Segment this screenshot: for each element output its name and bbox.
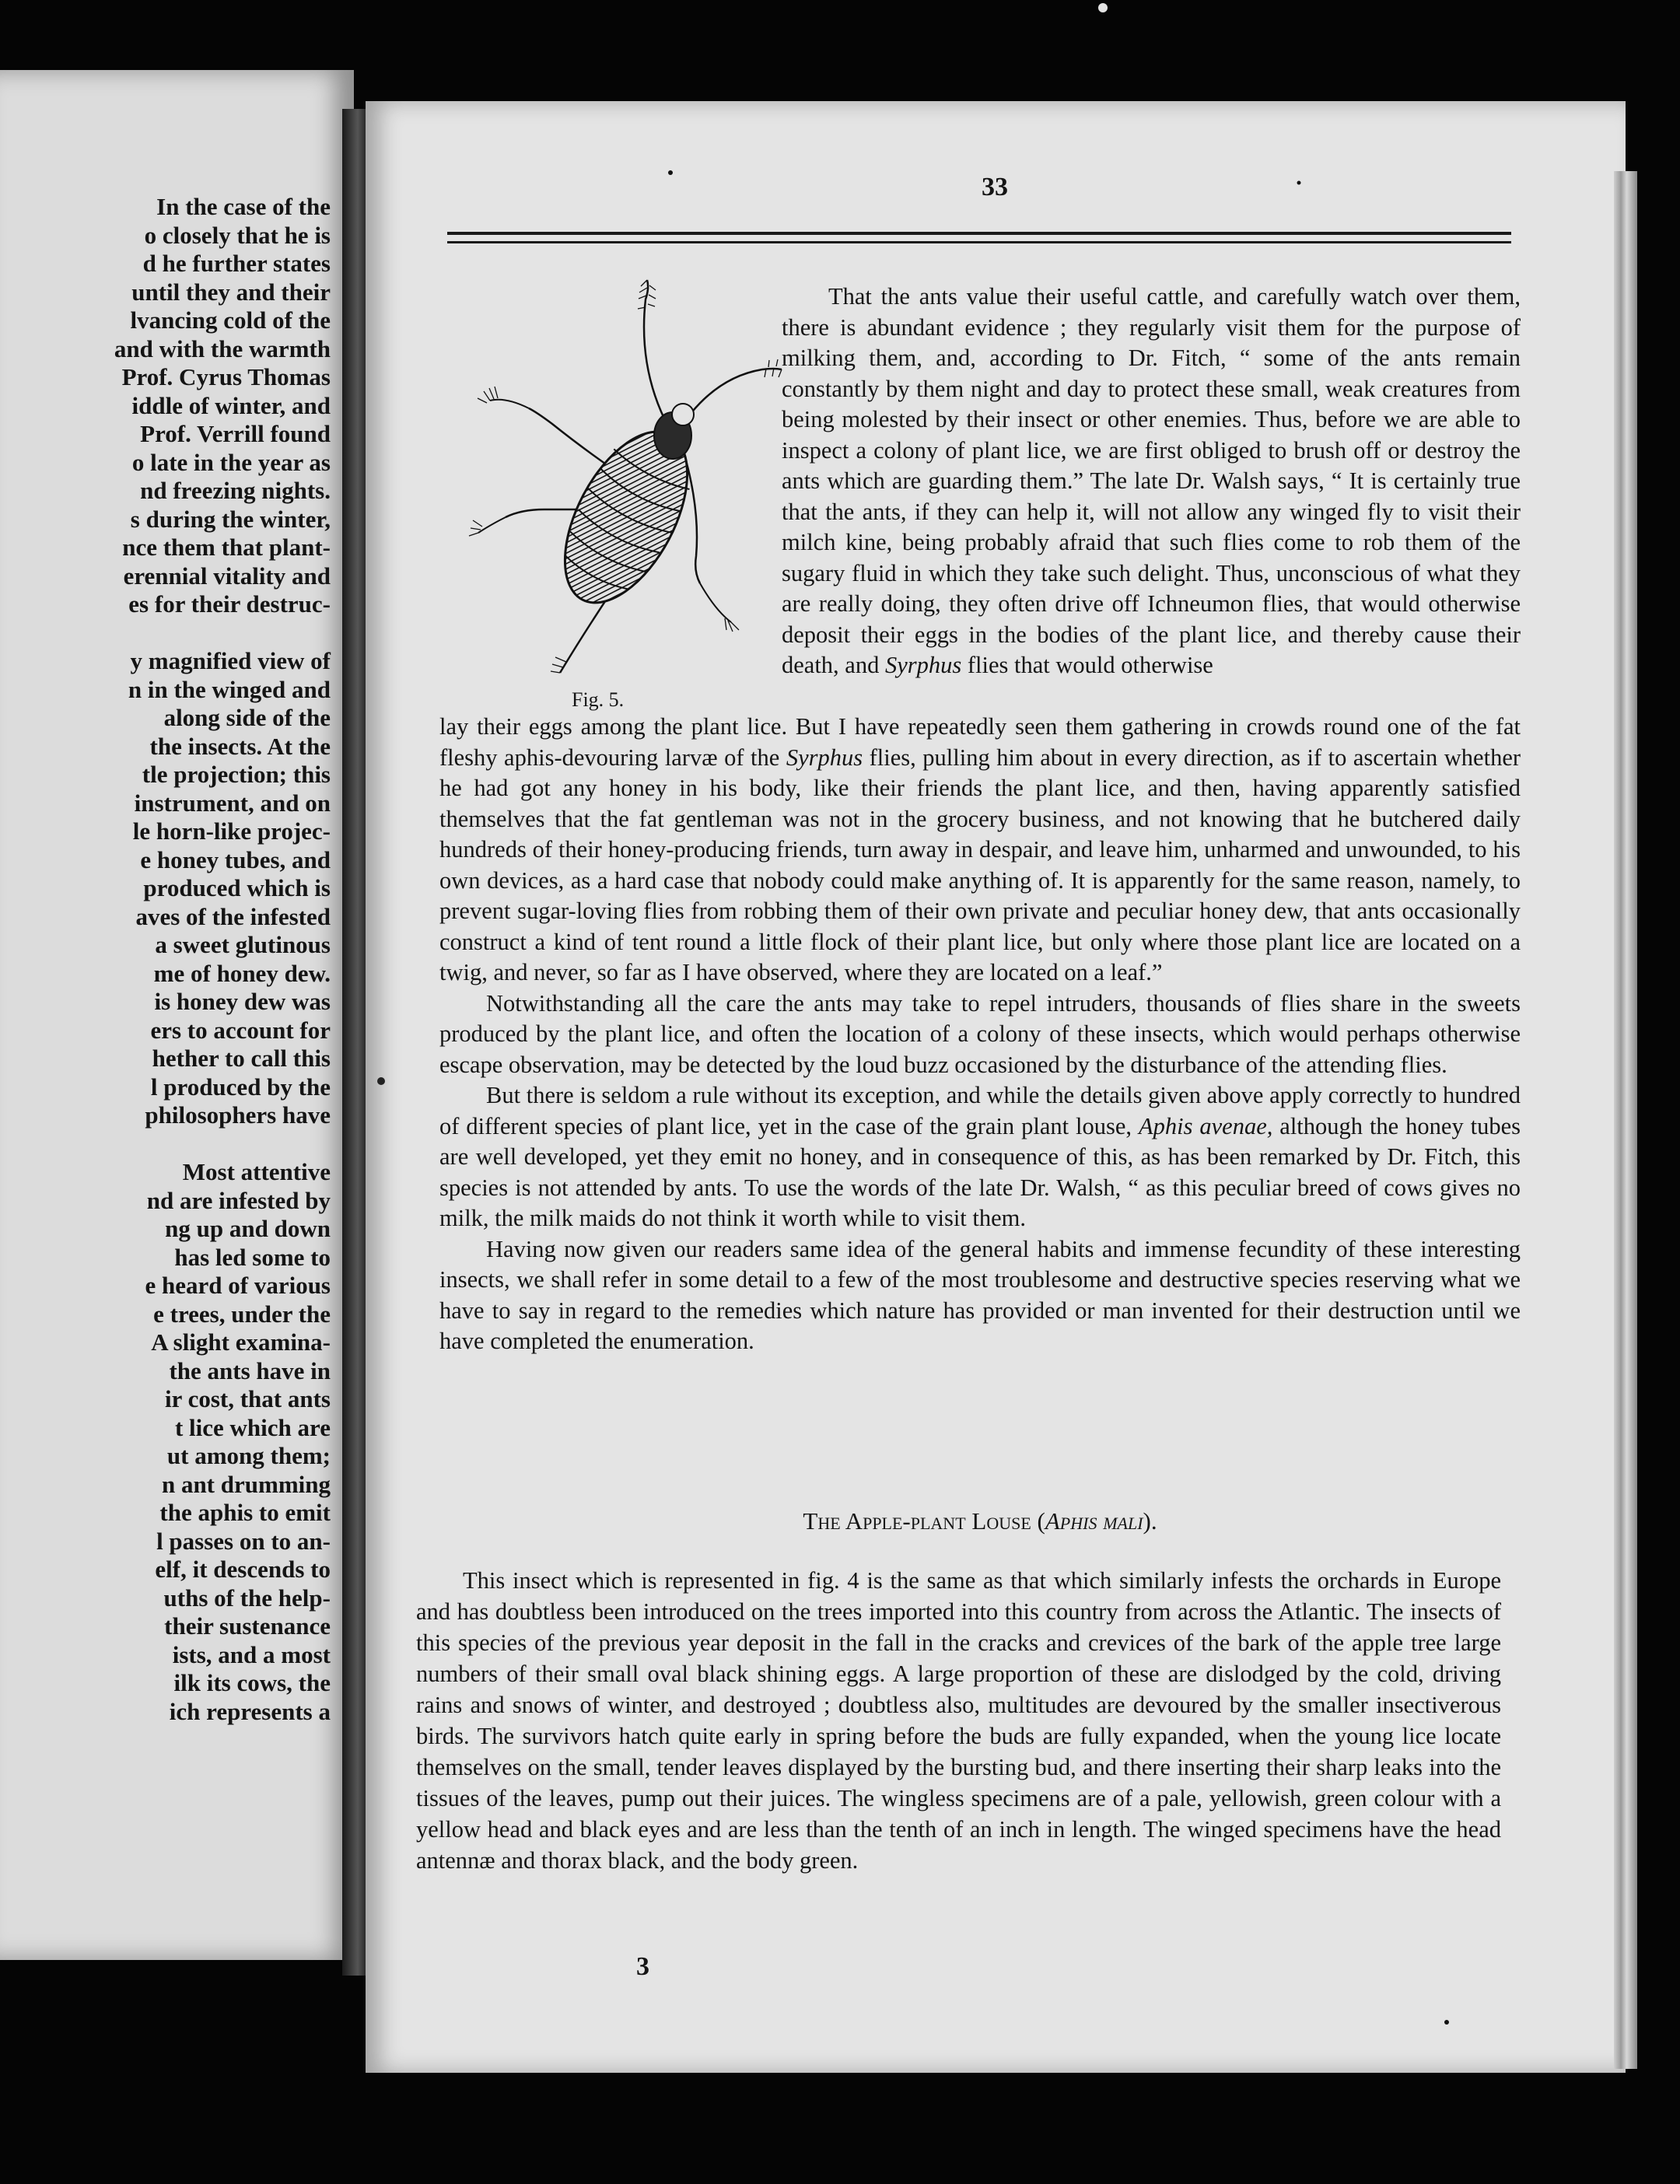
apple-louse-text	[416, 1565, 1501, 1876]
left-page-line: o late in the year as	[131, 448, 331, 476]
left-page-line: nce them that plant-	[122, 534, 331, 561]
paragraph-exception-b: although the honey tubes are well developed, yet they emit no honey, and in consequence of this, as has been remarked by Dr. Fitch, this species is not attended by ants. To use the words of the late Dr. Walsh, “ as this peculiar breed of cows gives no milk, the milk maids do not think it worth while to visit them.	[439, 1112, 1521, 1231]
left-page-line: y magnified view of	[130, 647, 331, 674]
aphis-illustration	[436, 276, 786, 681]
left-page-line: their sustenance	[164, 1612, 331, 1640]
left-page-line: ut among them;	[166, 1442, 331, 1469]
left-page-line	[324, 619, 331, 648]
left-page-line: elf, it descends to	[155, 1556, 331, 1583]
paragraph-notwithstanding: Notwithstanding all the care the ants may take to repel intruders, thousands of flies share in the sweets produced by the plant lice, and often the location of a colony of these insects, which would perhaps otherwise escape observation, may be detected by the loud buzz occasioned by the disturbance of the attending flies.	[439, 989, 1521, 1078]
left-page-line: e heard of various	[145, 1272, 331, 1299]
left-page-line: instrument, and on	[134, 789, 331, 817]
left-facing-page	[0, 70, 354, 1960]
left-page-line: Most attentive	[182, 1158, 331, 1185]
left-page-line: has led some to	[174, 1243, 331, 1271]
left-page-line: t lice which are	[174, 1413, 331, 1441]
left-page-line: the ants have in	[169, 1356, 331, 1384]
aphis-avenae-term: Aphis avenae,	[1138, 1112, 1273, 1139]
paragraph-having-now: Having now given our readers same idea of the general habits and immense fecundity of these interesting insects, we shall refer in some detail to a few of the most troublesome and destructive species reserving what we have to say in regard to the remedies which nature has provided or man invented for their destruction until we have completed the enumeration.	[439, 1235, 1521, 1354]
paragraph-continuation-2: flies, pulling him about in every direction, as if to ascertain whether he had got any honey in his body, like their friends the plant lice, and then, having apparently satisfied themselves that the fat gentleman was not in the grocery business, and not knowing that he butchered daily hundreds of their honey-producing friends, turn away in despair, and leave him, unharmed and unwounded, to his own devices, as a hard case that nobody could make anything of. It is apparently for the same reason, namely, to prevent sugar-loving flies from robbing them of their own private and peculiar honey dew, that ants occasionally construct a kind of tent round a little flock of their plant lice, but only where those plant lice are located on a twig, and never, so far as I have observed, where they are located on a leaf.”	[439, 744, 1521, 985]
paragraph-apple-louse: This insect which is represented in fig. 4 is the same as that which similarly infests the orchards in Europe and has doubtless been introduced on the trees imported into this country from across the Atlantic. The insects of this species of the previous year deposit in the fall in the cracks and crevices of the bark of the apple tree large numbers of their small oval black shining eggs. A large proportion of these are dislodged by the cold, driving rains and snows of winter, and destroyed ; doubtless also, multitudes are devoured by the smaller insectiverous birds. The survivors hatch quite early in spring before the buds are fully expanded, when the young lice locate themselves on the small, tender leaves displayed by the bursting bud, and there inserting their sharp leaks into the tissues of the leaves, pump out their juices. The wingless specimens are of a pale, yellowish, green colour with a yellow head and black eyes and are less than the tenth of an inch in length. The winged specimens have the head antennæ and thorax black, and the body green.	[416, 1567, 1501, 1874]
left-page-line: l produced by the	[150, 1073, 331, 1101]
left-page-line: the aphis to emit	[159, 1499, 331, 1526]
page-edges	[1614, 171, 1637, 2069]
left-page-line: uths of the help-	[163, 1584, 331, 1612]
section-heading-latin: Aphis mali	[1045, 1507, 1143, 1535]
left-page-line: a sweet glutinous	[155, 931, 331, 958]
left-page-line: erennial vitality and	[123, 562, 331, 590]
left-page-line: ich represents a	[169, 1697, 331, 1725]
left-page-line: Prof. Verrill found	[140, 420, 331, 447]
left-page-line: e trees, under the	[153, 1300, 331, 1328]
left-page-line: l passes on to an-	[156, 1527, 331, 1555]
figure-caption: Fig. 5.	[572, 688, 625, 711]
syrphus-term-2: Syrphus	[786, 744, 863, 771]
left-page-line: nd are infested by	[146, 1186, 331, 1214]
left-page-line: e honey tubes, and	[140, 845, 331, 873]
left-page-line	[324, 1130, 331, 1159]
left-page-line: philosophers have	[145, 1101, 331, 1129]
main-body-text	[439, 712, 1521, 1357]
left-page-line: ists, and a most	[172, 1640, 331, 1668]
left-page-line: n in the winged and	[128, 675, 331, 703]
left-page-line: lvancing cold of the	[130, 306, 331, 334]
left-page-line: ir cost, that ants	[165, 1385, 331, 1412]
section-heading: The Apple-plant Louse (Aphis mali).	[803, 1507, 1157, 1535]
syrphus-term: Syrphus	[884, 652, 962, 678]
left-page-line: produced which is	[143, 874, 331, 901]
left-page-line: is honey dew was	[154, 988, 331, 1015]
left-page-line: le horn-like projec-	[132, 817, 331, 845]
left-page-line: A slight examina-	[151, 1328, 331, 1356]
left-page-line: d he further states	[142, 250, 331, 277]
left-page-line: along side of the	[163, 704, 331, 731]
left-page-line: n ant drumming	[161, 1470, 331, 1498]
left-page-line: s during the winter,	[130, 505, 331, 533]
header-rule-top	[447, 232, 1511, 235]
left-page-line: aves of the infested	[135, 902, 331, 930]
paragraph-exception-a: But there is seldom a rule without its exception, and while the details given above apply correctly to hundred of different species of plant lice, yet in the case of the grain plant louse,	[439, 1082, 1521, 1139]
paragraph-ants-cattle: That the ants value their useful cattle, and carefully watch over them, there is abundant evidence ; they regularly visit them for the purpose of milking them, and, according to Dr. Fitch, “ some of the ants remain constantly by them night and day to protect these small, weak creatures from being molested by their insect or other enemies. Thus, before we are able to inspect a colony of plant lice, we are first obliged to brush off or destroy the ants which are guarding them.” The late Dr. Walsh says, “ It is certainly true that the ants, if they can help it, will not allow any winged fly to visit their milch kine, being probably afraid that such flies come to rob them of the sugary fluid in which they take such delight. Thus, unconscious of what they are really doing, they often drive off Ichneumon flies, that would otherwise deposit their eggs in the bodies of the plant lice, and thereby cause their death, and	[782, 283, 1521, 678]
page-number: 33	[982, 173, 1008, 201]
left-page-line: iddle of winter, and	[131, 391, 331, 419]
wrapped-paragraph	[782, 282, 1521, 681]
left-page-line: ilk its cows, the	[173, 1669, 331, 1696]
left-page-line: tle projection; this	[142, 761, 331, 788]
section-heading-title: The Apple-plant Louse	[803, 1507, 1031, 1535]
signature-mark: 3	[636, 1952, 649, 1981]
left-page-line: until they and their	[131, 278, 331, 306]
left-page-line: hether to call this	[152, 1045, 331, 1072]
left-page-line: es for their destruc-	[128, 590, 331, 618]
left-page-line: In the case of the	[156, 193, 331, 220]
left-page-line: ers to account for	[150, 1016, 331, 1044]
left-page-line: ng up and down	[165, 1215, 331, 1242]
left-page-line: and with the warmth	[114, 334, 331, 362]
left-page-line: Prof. Cyrus Thomas	[121, 363, 331, 390]
header-rule-bottom	[447, 241, 1511, 243]
left-page-line: o closely that he is	[144, 221, 331, 249]
left-page-line: the insects. At the	[149, 732, 331, 760]
paragraph-ants-cattle-end: flies that would otherwise	[967, 652, 1213, 678]
paragraph-continuation-1: lay their eggs among the plant lice. But I have repeatedly seen them gathering in crowds round one of the fat fleshy aphis-devouring larvæ of the	[439, 713, 1521, 771]
left-page-line: nd freezing nights.	[140, 477, 331, 504]
left-page-line: me of honey dew.	[153, 959, 331, 987]
